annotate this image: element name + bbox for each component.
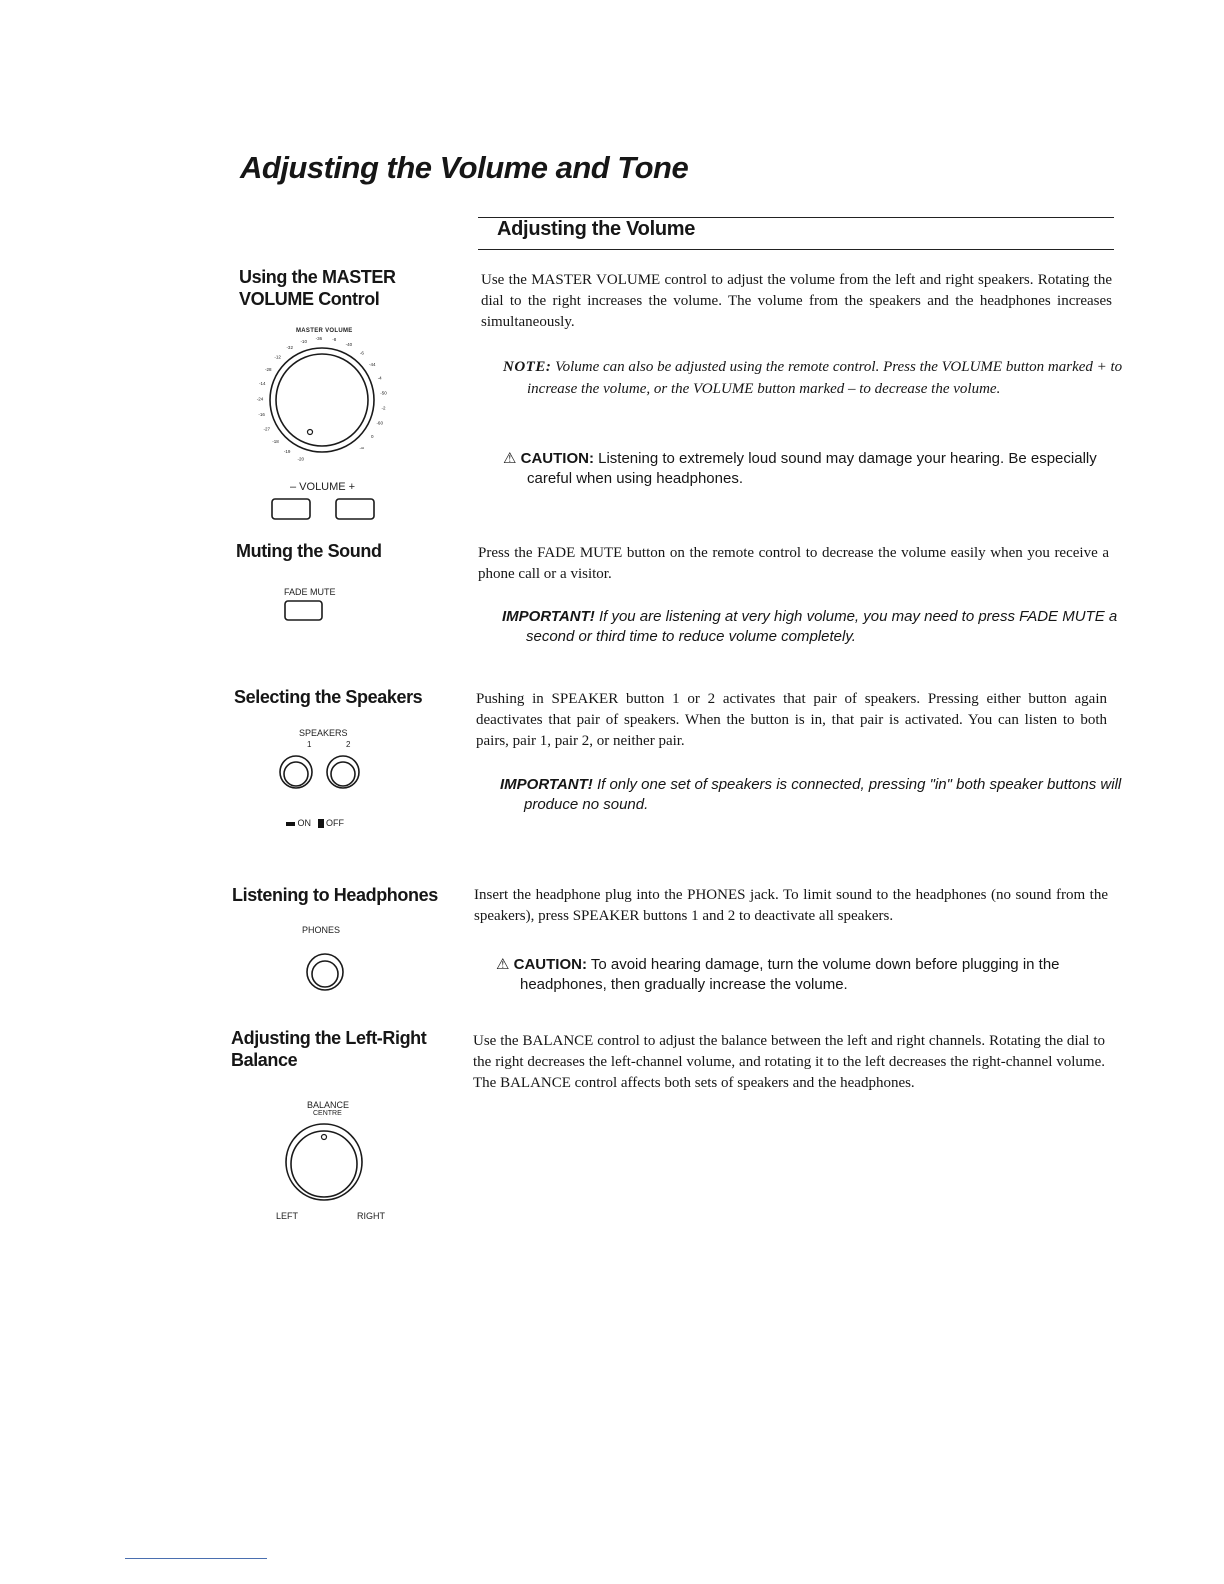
balance-label: Adjusting the Left-Right Balance (231, 1028, 427, 1070)
dial-mark-label: -8 (332, 337, 337, 343)
footer-line (125, 1558, 267, 1559)
fade-mute-button[interactable] (284, 600, 324, 622)
headphones-label: Listening to Headphones (232, 885, 438, 905)
speakers-caption: SPEAKERS (299, 728, 348, 738)
balance-right-caption: RIGHT (357, 1211, 385, 1221)
dial-mark-label: -14 (259, 381, 266, 387)
phones-caption: PHONES (302, 925, 341, 935)
master-volume-text: Use the MASTER VOLUME control to adjust the volume from the left and right speakers. Rotating the dial to the right increases the volume. The volume from the speakers and the headphones increases simultaneously. (481, 272, 1112, 330)
volume-up-button[interactable] (336, 499, 374, 519)
dial-mark-label: -4 (377, 375, 382, 381)
volume-buttons-label: – VOLUME + (290, 481, 356, 493)
dial-mark-label: -27 (263, 426, 271, 432)
balance-left-caption: LEFT (276, 1211, 299, 1221)
dial-mark-label: -60 (376, 420, 383, 426)
dial-mark-label: -32 (286, 345, 293, 351)
speaker-legend: ON OFF (286, 818, 344, 828)
muting-text: Press the FADE MUTE button on the remote control to decrease the volume easily when you receive a phone call or a visitor. (478, 545, 1109, 582)
on-indicator-icon (286, 822, 295, 826)
heading-rule-bottom (478, 249, 1114, 250)
speaker-number-2: 2 (346, 740, 351, 749)
volume-buttons (270, 497, 380, 523)
fade-mute-caption: FADE MUTE (284, 587, 336, 597)
speakers-label: Selecting the Speakers (234, 687, 423, 707)
muting-label: Muting the Sound (236, 541, 382, 561)
speaker-number-1: 1 (307, 740, 312, 749)
dial-knob (276, 354, 368, 446)
page-title: Adjusting the Volume and Tone (240, 150, 689, 185)
dial-outer-ring (270, 348, 374, 455)
dial-mark-label: -36 (315, 336, 323, 342)
master-volume-dial-caption: MASTER VOLUME (296, 328, 353, 334)
dial-mark-label: -28 (265, 367, 272, 372)
master-volume-caution: ⚠ CAUTION: Listening to extremely loud sound may damage your hearing. Be especially careful when using headphones. (503, 450, 1097, 487)
headphones-text: Insert the headphone plug into the PHONES jack. To limit sound to the headphones (no sound from the speakers), press SPEAKER buttons 1 and 2 to deactivate all speakers. (474, 887, 1108, 924)
phones-jack[interactable] (305, 952, 349, 996)
dial-mark-label: 0 (371, 434, 374, 440)
muting-important: IMPORTANT! If you are listening at very high volume, you may need to press FADE MUTE a second or third time to reduce volume completely. (502, 608, 1118, 645)
warning-triangle-icon: ⚠ (496, 956, 510, 973)
section-heading: Adjusting the Volume (497, 218, 696, 240)
dial-mark-label: -∞ (359, 445, 365, 451)
dial-mark-label: -44 (369, 361, 376, 367)
off-indicator-icon (318, 819, 324, 828)
dial-mark-label: -19 (283, 449, 291, 455)
dial-mark-label: -20 (297, 456, 305, 462)
speakers-text: Pushing in SPEAKER button 1 or 2 activates that pair of speakers. Pressing either button again deactivates that pair of speakers. When the button is in, that pair is activated. You can listen to both pairs, pair 1, pair 2, or neither pair. (476, 691, 1107, 749)
balance-indicator (322, 1135, 327, 1140)
master-volume-note: NOTE: Volume can also be adjusted using the remote control. Press the VOLUME button marked + to increase the volume, or the VOLUME button marked – to decrease the volume. (503, 359, 1123, 397)
dial-mark-label: -6 (359, 350, 364, 356)
dial-mark-label: -12 (274, 354, 281, 360)
speakers-important: IMPORTANT! If only one set of speakers is connected, pressing "in" both speaker buttons will produce no sound. (500, 776, 1122, 813)
dial-mark-label: -16 (258, 411, 265, 417)
dial-mark-label: -50 (380, 390, 387, 396)
dial-mark-label: -2 (381, 405, 386, 411)
speaker-1-button[interactable] (280, 756, 312, 788)
balance-dial[interactable] (284, 1122, 364, 1202)
headphones-caution: ⚠ CAUTION: To avoid hearing damage, turn the volume down before plugging in the headphones, then gradually increase the volume. (496, 956, 1060, 993)
dial-mark-label: -24 (256, 396, 264, 402)
dial-indicator (308, 430, 313, 435)
master-volume-dial[interactable] (256, 336, 387, 462)
balance-caption: BALANCE (307, 1100, 350, 1110)
volume-down-button[interactable] (272, 499, 310, 519)
dial-mark-label: -10 (300, 338, 307, 344)
warning-triangle-icon: ⚠ (503, 450, 517, 467)
dial-mark-label: -40 (345, 342, 353, 348)
balance-text: Use the BALANCE control to adjust the balance between the left and right channels. Rotating the dial to the right decreases the left-channel volume, and rotating it to the left decreases the right-channel volume. The BALANCE control affects both sets of speakers and the headphones. (473, 1033, 1105, 1091)
balance-centre-caption: CENTRE (313, 1110, 342, 1117)
speaker-buttons (278, 752, 378, 796)
dial-mark-label: -18 (272, 439, 279, 444)
speaker-2-button[interactable] (327, 756, 359, 788)
master-volume-label: Using the MASTER VOLUME Control (239, 267, 396, 309)
